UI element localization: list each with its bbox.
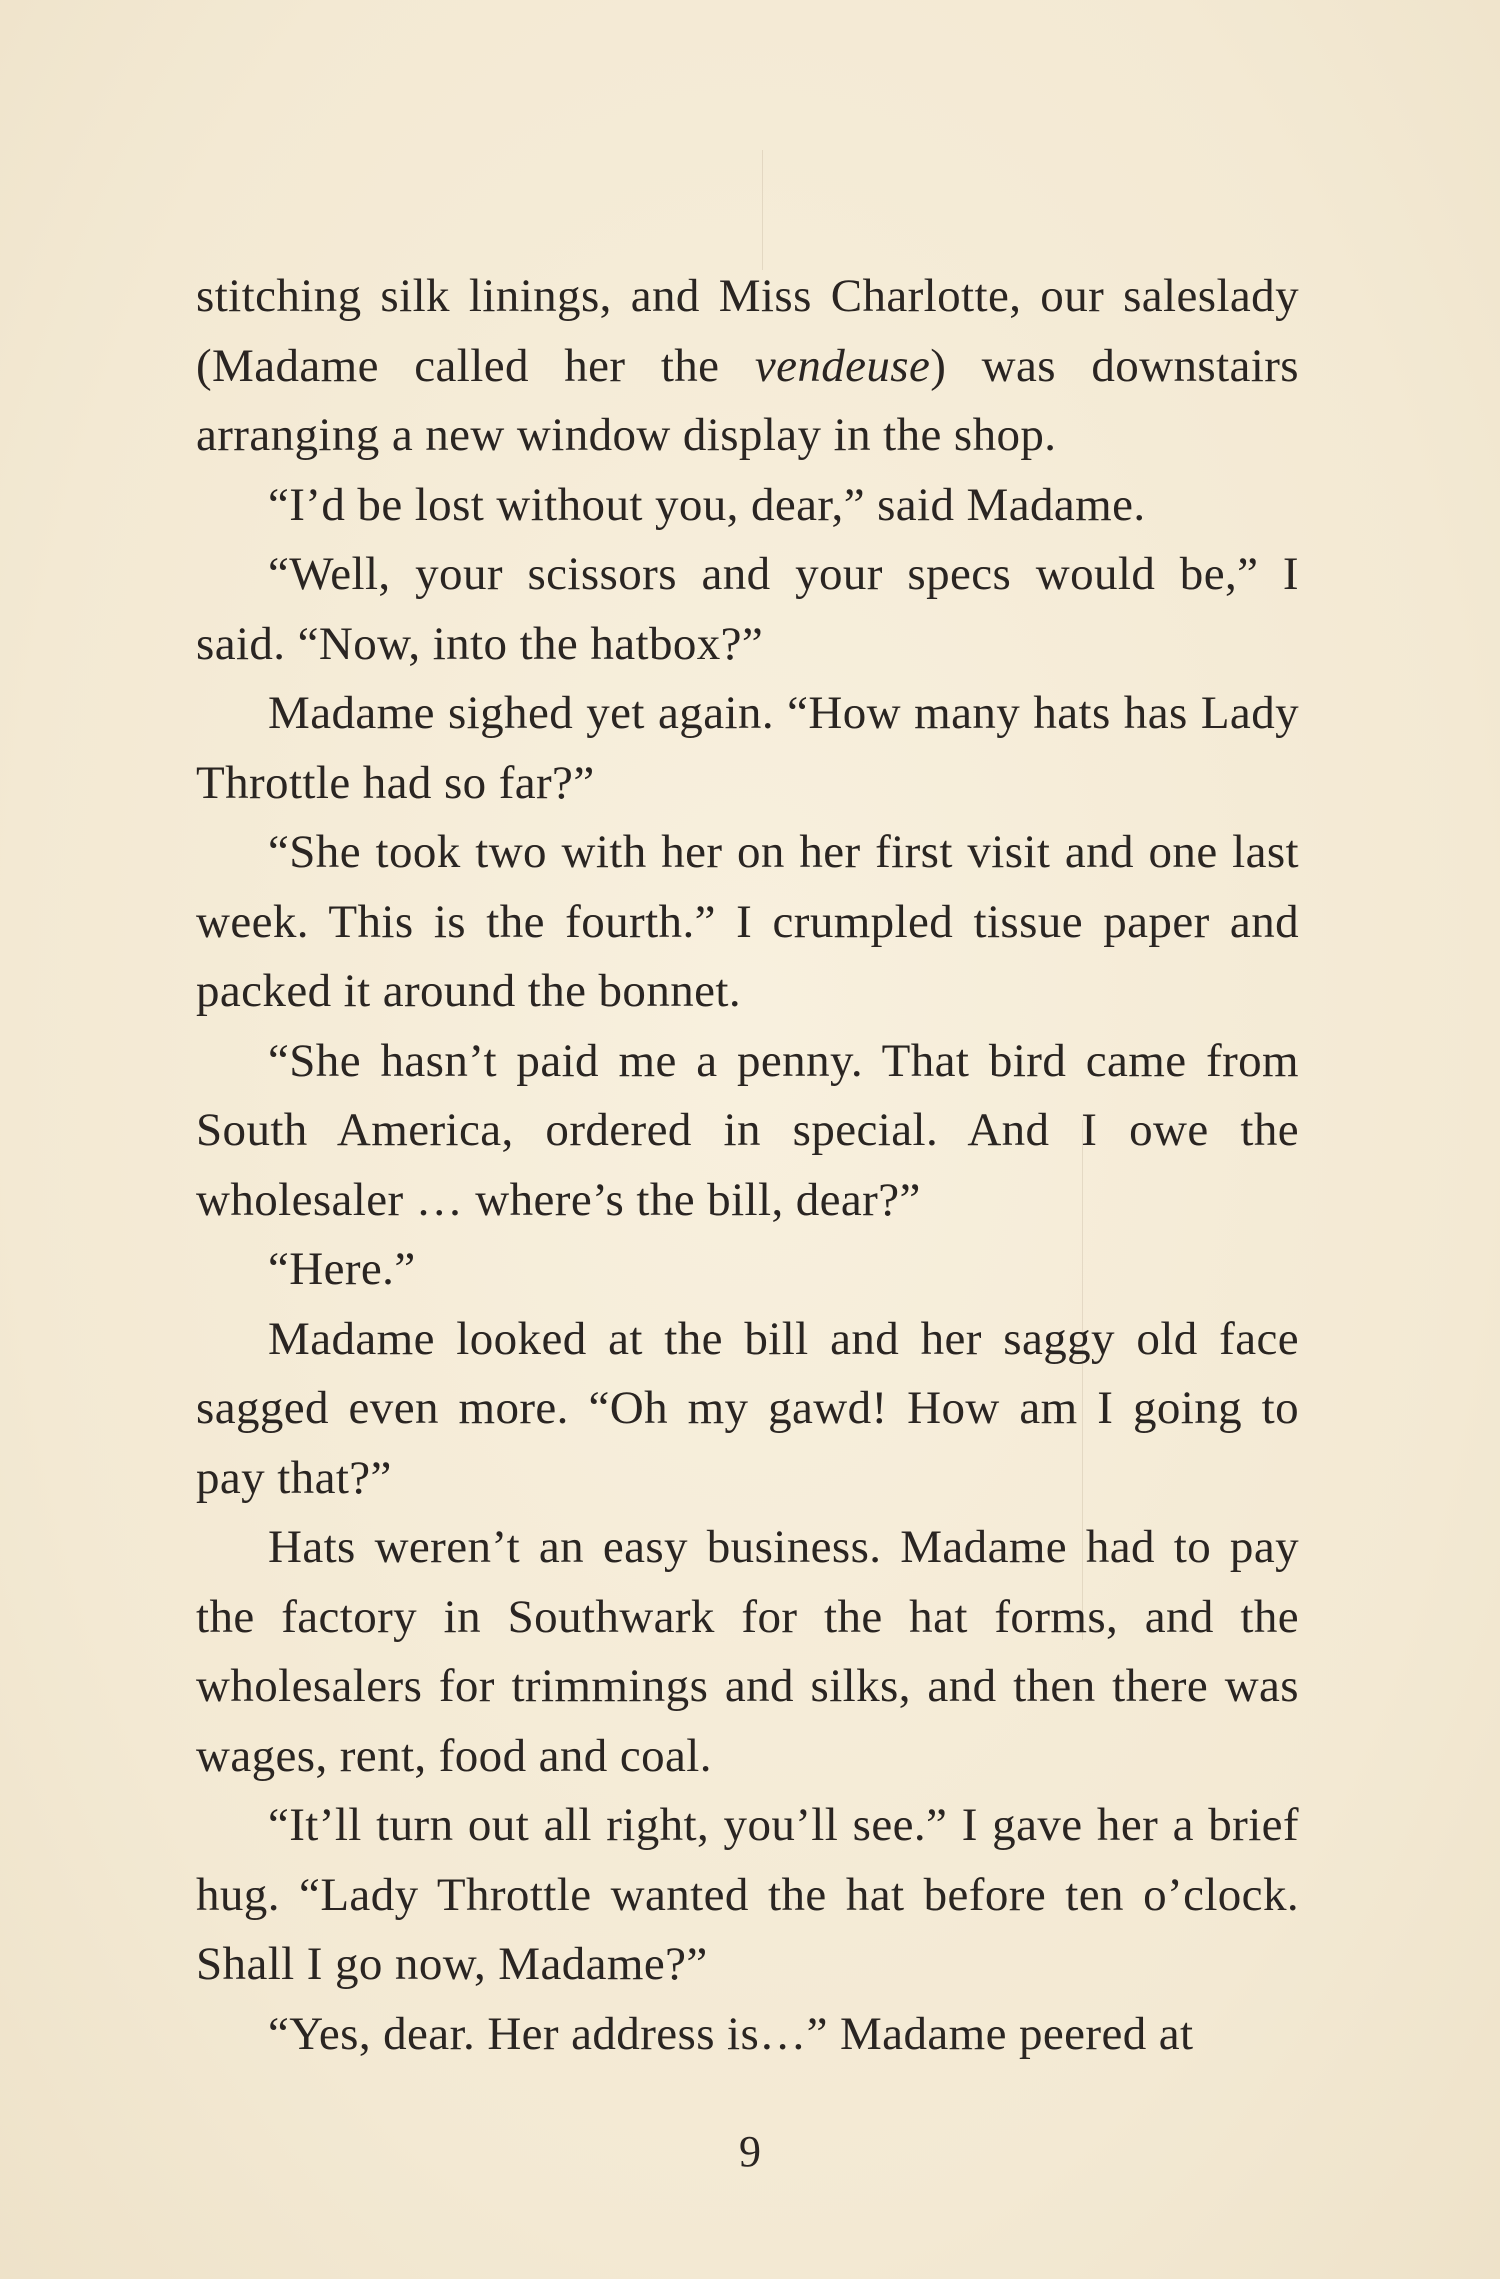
paragraph — [196, 262, 1299, 471]
text-run: Madame sighed yet again. “How many hats has Lady Throttle had so far?” — [196, 687, 1299, 809]
text-run: “She took two with her on her first visit and one last week. This is the fourth.” I crumpled tissue paper and packed it around the bonnet. — [196, 826, 1299, 1017]
text-run: stitching silk linings, and Miss Charlotte, our saleslady (Madame called her the — [196, 270, 1299, 392]
text-run: Madame looked at the bill and her saggy old face sagged even more. “Oh my gawd! How am I going to pay that?” — [196, 1312, 1299, 1504]
text-run: “Well, your scissors and your specs would be,” I said. “Now, into the hatbox?” — [196, 548, 1299, 670]
text-run: “It’ll turn out all right, you’ll see.” I gave her a brief hug. “Lady Throttle wanted the hat before ten o’clock. Shall I go now, Madame?” — [196, 1799, 1299, 1990]
paragraph — [196, 1513, 1299, 1791]
paragraph — [196, 1791, 1299, 2000]
text-run: “Here.” — [268, 1243, 416, 1295]
text-run: ) was downstairs arranging a new window display in the shop. — [196, 339, 1299, 461]
paragraph — [196, 1235, 1299, 1305]
text-run: “She hasn’t paid me a penny. That bird came from South America, ordered in special. And I owe the wholesaler … where’s the bill, dear?” — [196, 1034, 1299, 1226]
text-run: “Yes, dear. Her address is…” Madame peered at — [268, 2007, 1194, 2060]
page-number: 9 — [739, 2127, 761, 2176]
paragraph — [196, 1305, 1299, 1514]
paragraph — [196, 1027, 1299, 1236]
text-run: Hats weren’t an easy business. Madame had to pay the factory in Southwark for the hat forms, and the wholesalers for trimmings and silks, and then there was wages, rent, food and coal. — [196, 1521, 1299, 1782]
paper-crease — [762, 150, 763, 270]
paragraph — [196, 471, 1299, 541]
italic-text: vendeuse — [754, 339, 931, 392]
paragraph — [196, 540, 1299, 679]
paragraph — [196, 679, 1299, 818]
body-text — [196, 262, 1299, 2069]
paragraph — [196, 2000, 1299, 2070]
paragraph — [196, 818, 1299, 1027]
text-run: “I’d be lost without you, dear,” said Madame. — [268, 478, 1146, 531]
